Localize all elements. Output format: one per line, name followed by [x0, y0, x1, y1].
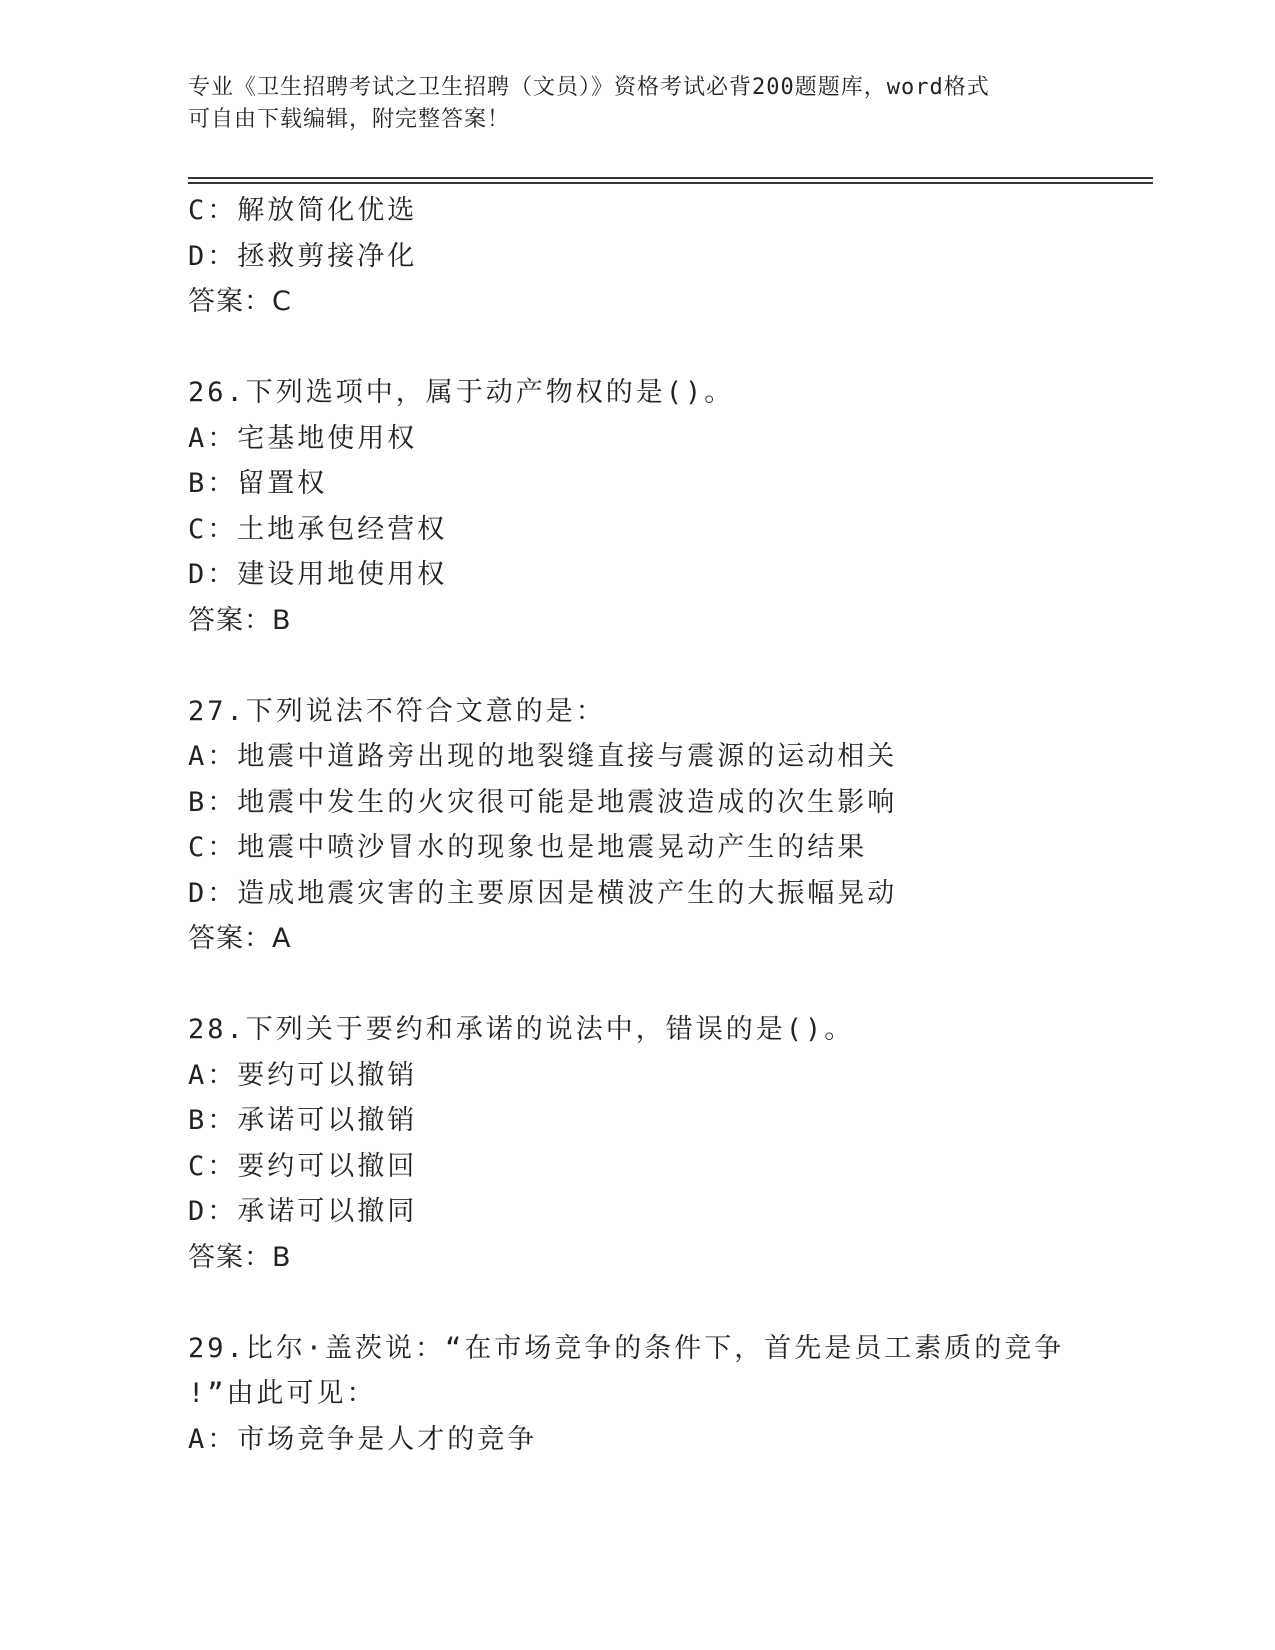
option-a: A：地震中道路旁出现的地裂缝直接与震源的运动相关 — [188, 741, 898, 772]
question-text: 28.下列关于要约和承诺的说法中，错误的是()。 — [188, 1014, 855, 1045]
spacer — [188, 325, 1148, 371]
answer-line: 答案：C — [188, 286, 292, 317]
header-divider-bottom — [188, 182, 1153, 184]
question-28 — [188, 1007, 1148, 1280]
spacer — [188, 1280, 1148, 1326]
option-d: D：造成地震灾害的主要原因是横波产生的大振幅晃动 — [188, 877, 898, 909]
option-a: A：宅基地使用权 — [188, 422, 418, 454]
option-a: A：要约可以撤销 — [188, 1059, 418, 1091]
option-c: C：解放简化优选 — [188, 195, 418, 226]
question-29 — [188, 1326, 1148, 1463]
document-header — [188, 72, 1088, 136]
answer-line: 答案：B — [188, 1241, 292, 1273]
header-title-line-1: 专业《卫生招聘考试之卫生招聘（文员）》资格考试必背200题题库，word格式 — [188, 75, 990, 100]
option-c: C：地震中喷沙冒水的现象也是地震晃动产生的结果 — [188, 832, 868, 863]
spacer — [188, 643, 1148, 689]
option-d: D：建设用地使用权 — [188, 559, 448, 590]
header-divider-top — [188, 177, 1153, 179]
option-d: D：承诺可以撤同 — [188, 1196, 418, 1227]
option-b: B：留置权 — [188, 468, 328, 499]
option-b: B：地震中发生的火灾很可能是地震波造成的次生影响 — [188, 786, 898, 818]
question-text-line-1: 29.比尔·盖茨说：“在市场竞争的条件下，首先是员工素质的竞争 — [188, 1332, 1065, 1364]
option-a: A：市场竞争是人才的竞争 — [188, 1423, 538, 1455]
question-text-line-2: !”由此可见： — [188, 1378, 377, 1409]
answer-line: 答案：A — [188, 923, 292, 954]
option-c: C：土地承包经营权 — [188, 513, 448, 545]
option-b: B：承诺可以撤销 — [188, 1105, 418, 1136]
question-list — [188, 188, 1148, 1462]
question-25-tail — [188, 188, 1148, 325]
question-text: 27.下列说法不符合文意的是： — [188, 695, 606, 727]
option-c: C：要约可以撤回 — [188, 1150, 418, 1182]
question-text: 26.下列选项中，属于动产物权的是()。 — [188, 377, 735, 408]
header-title-line-2: 可自由下载编辑，附完整答案！ — [188, 107, 511, 132]
question-27 — [188, 689, 1148, 962]
answer-line: 答案：B — [188, 604, 292, 636]
option-d: D：拯救剪接净化 — [188, 240, 418, 272]
spacer — [188, 962, 1148, 1008]
question-26 — [188, 370, 1148, 643]
